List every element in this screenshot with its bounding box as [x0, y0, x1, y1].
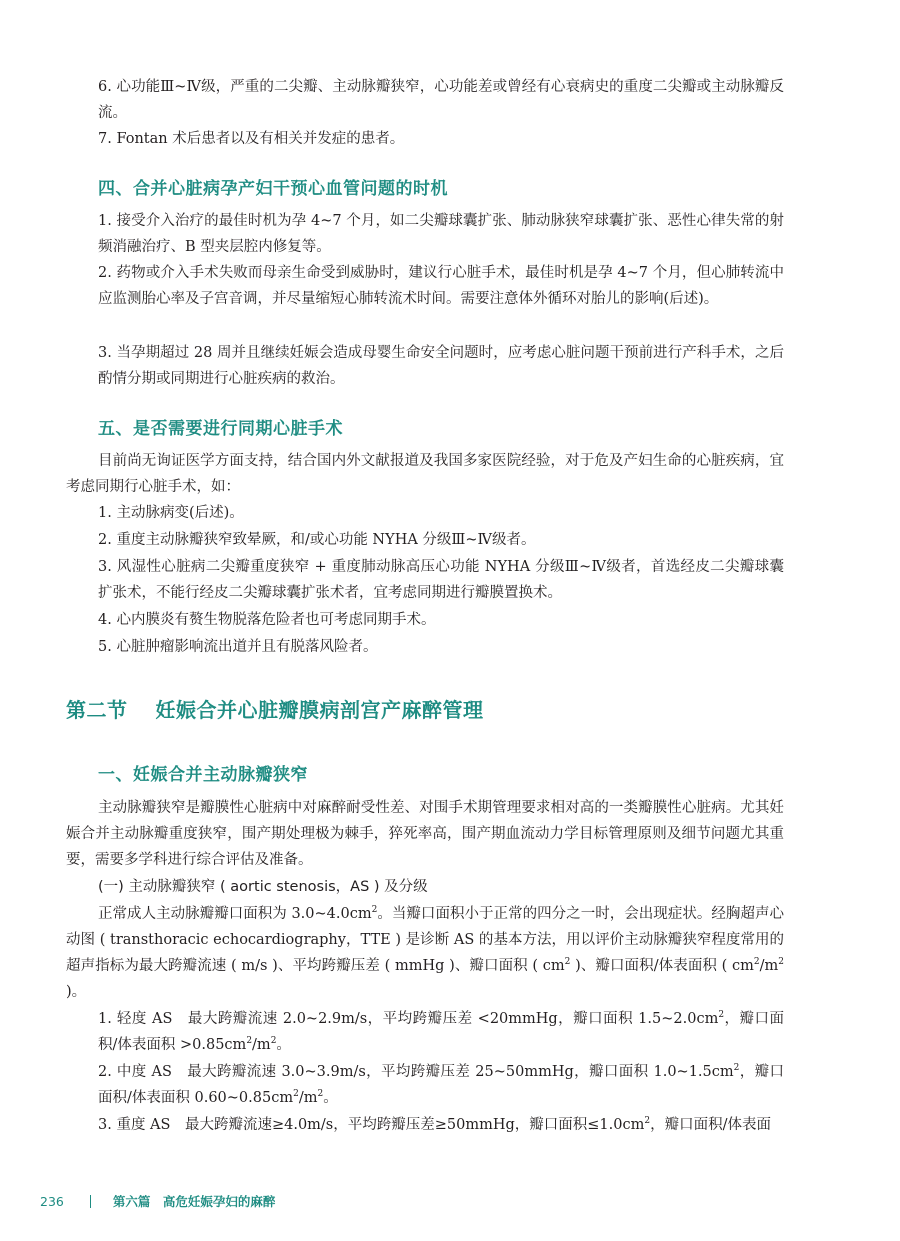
list-item: 5. 心脏肿瘤影响流出道并且有脱落风险者。 [98, 639, 378, 655]
chapter-title [66, 694, 484, 723]
list-item: 3. 风湿性心脏病二尖瓣重度狭窄 + 重度肺动脉高压心功能 NYHA 分级Ⅲ~Ⅳ级者，首选经皮二尖瓣球囊扩张术，不能行经皮二尖瓣球囊扩张术者，宜考虑同期进行瓣膜置换术。 [98, 559, 784, 601]
section-heading-concurrent-surgery: 五、是否需要进行同期心脏手术 [98, 419, 343, 439]
page-footer [40, 1192, 275, 1210]
list-item: 2. 中度 AS 最大跨瓣流速 3.0~3.9m/s，平均跨瓣压差 25~50mmHg，瓣口面积 $1.0\sim 1.5cm^2$，瓣口面积/体表面积 $0.60\sim 0.85cm^2/m^2$。 [98, 1063, 785, 1106]
section-heading-aortic-stenosis: 一、妊娠合并主动脉瓣狭窄 [98, 765, 308, 785]
list-item: 2. 药物或介入手术失败而母亲生命受到威胁时，建议行心脏手术，最佳时机是孕 4~7 个月，但心肺转流中应监测胎心率及子宫音调，并尽量缩短心肺转流术时间。需要注意体外循环对胎儿的影响(后述)。 [98, 265, 784, 307]
list-item: 1. 主动脉病变(后述)。 [98, 505, 244, 521]
list-item: 2. 重度主动脉瓣狭窄致晕厥，和/或心功能 NYHA 分级Ⅲ~Ⅳ级者。 [98, 532, 536, 548]
list-item: 1. 接受介入治疗的最佳时机为孕 4~7 个月，如二尖瓣球囊扩张、肺动脉狭窄球囊扩张、恶性心律失常的射频消融治疗、B 型夹层腔内修复等。 [98, 213, 784, 255]
footer-chapter: 第六篇 高危妊娠孕妇的麻醉 [112, 1194, 276, 1209]
footer-divider [90, 1195, 91, 1208]
list-item: 6. 心功能Ⅲ~Ⅳ级，严重的二尖瓣、主动脉瓣狭窄，心功能差或曾经有心衰病史的重度二尖瓣或主动脉瓣反流。 [98, 79, 784, 121]
list-item: 4. 心内膜炎有赘生物脱落危险者也可考虑同期手术。 [98, 612, 436, 628]
page-number: 236 [40, 1193, 64, 1209]
list-item: 3. 当孕期超过 28 周并且继续妊娠会造成母婴生命安全问题时，应考虑心脏问题干预前进行产科手术，之后酌情分期或同期进行心脏疾病的救治。 [98, 345, 784, 387]
section-heading-timing: 四、合并心脏病孕产妇干预心血管问题的时机 [98, 179, 448, 199]
paragraph: 主动脉瓣狭窄是瓣膜性心脏病中对麻醉耐受性差、对围手术期管理要求相对高的一类瓣膜性心脏病。尤其妊娠合并主动脉瓣重度狭窄，围产期处理极为棘手，猝死率高，围产期血流动力学目标管理原则及细节问题尤其重要，需要多学科进行综合评估及准备。 [66, 800, 784, 868]
list-item: 1. 轻度 AS 最大跨瓣流速 2.0~2.9m/s，平均跨瓣压差 <20mmHg，瓣口面积 $1.5\sim 2.0cm^2$，瓣口面积/体表面积 $>0.85cm^2/m^2$。 [98, 1010, 784, 1053]
paragraph: 正常成人主动脉瓣瓣口面积为 $3.0\sim 4.0cm^2$。当瓣口面积小于正常的四分之一时，会出现症状。经胸超声心动图 ( transthoracic echocardiography，TTE ) 是诊断 AS 的基本方法，用以评价主动脉瓣狭窄程度常用的超声指标为最大跨瓣流速 ( m/s )、平均跨瓣压差 ( mmHg )、瓣口面积 ( $cm^2$ )、瓣口面积/体表面积 ( $cm^2/m^2$ )。 [66, 905, 785, 1000]
chapter-number: 第二节 [66, 698, 128, 722]
list-item: 7. Fontan 术后患者以及有相关并发症的患者。 [98, 131, 405, 147]
list-item: 3. 重度 AS 最大跨瓣流速≥4.0m/s，平均跨瓣压差≥50mmHg，瓣口面积$\le 1.0cm^2$，瓣口面积/体表面 [98, 1116, 771, 1133]
chapter-name: 妊娠合并心脏瓣膜病剖宫产麻醉管理 [155, 698, 484, 722]
paragraph: 目前尚无询证医学方面支持，结合国内外文献报道及我国多家医院经验，对于危及产妇生命的心脏疾病，宜考虑同期行心脏手术，如： [66, 453, 784, 495]
sub-heading: (一) 主动脉瓣狭窄 ( aortic stenosis，AS ) 及分级 [98, 879, 428, 895]
